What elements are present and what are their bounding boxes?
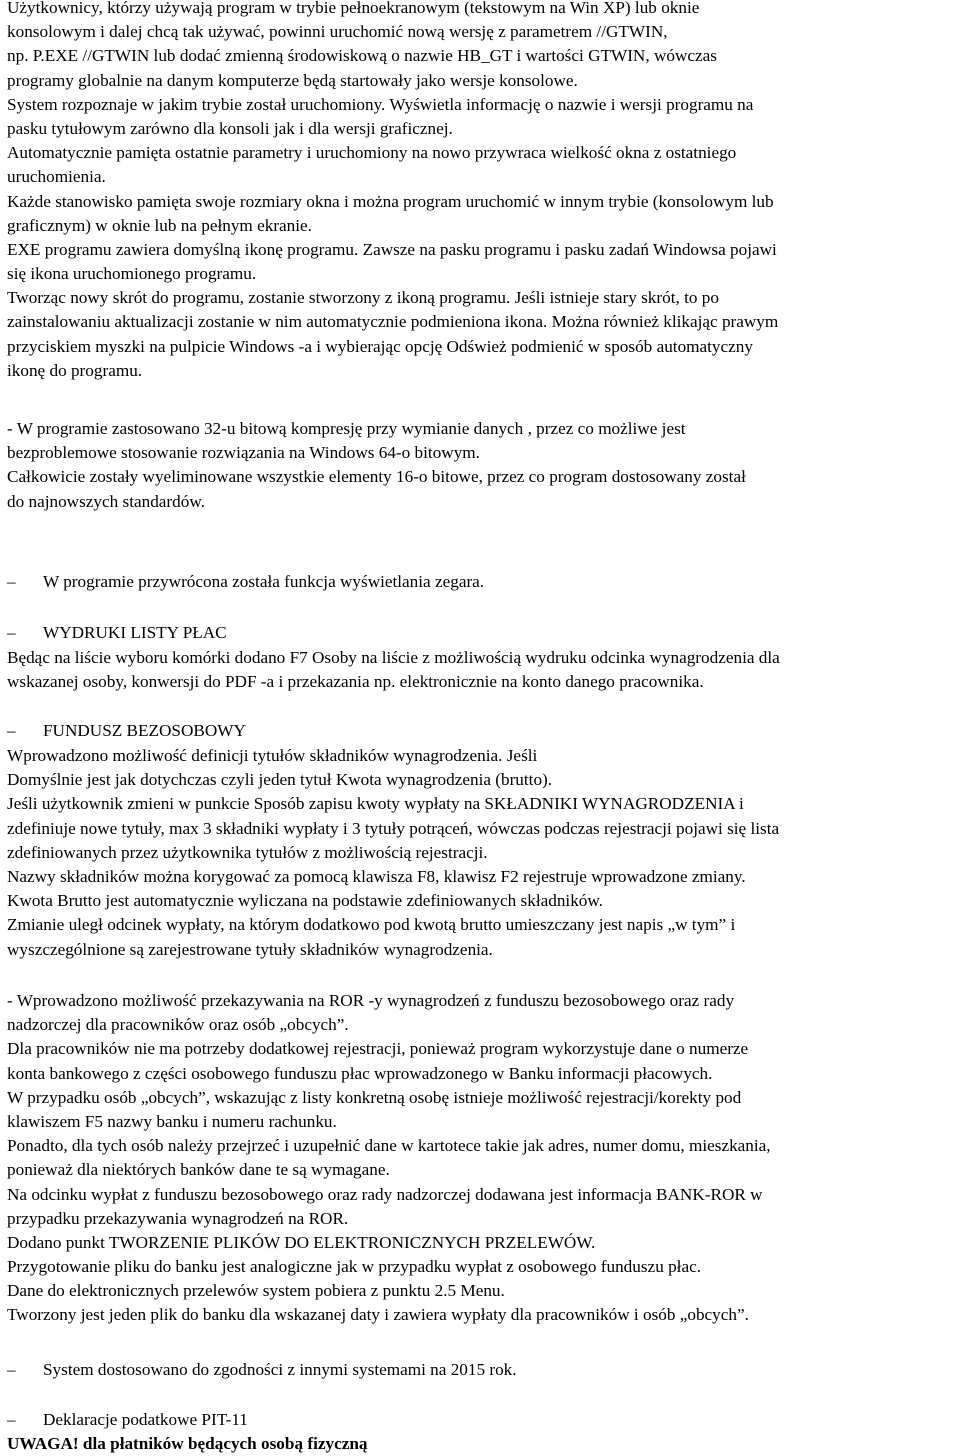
text-line: Całkowicie zostały wyeliminowane wszystkie elementy 16-o bitowe, przez co program dostosowany został — [7, 467, 746, 487]
clock-bullet — [7, 570, 957, 594]
text-line: zainstalowaniu aktualizacji zostanie w nim automatycznie podmieniona ikona. Można również klikając prawym — [7, 312, 779, 332]
text-line: ponieważ dla niektórych banków dane te są wymagane. — [7, 1160, 390, 1180]
fund-heading — [7, 719, 957, 743]
text-line: Wprowadzono możliwość definicji tytułów składników wynagrodzenia. Jeśli — [7, 746, 538, 765]
text-line: Jeśli użytkownik zmieni w punkcie Sposób zapisu kwoty wypłaty na SKŁADNIKI WYNAGRODZENIA i — [7, 794, 744, 814]
text-line: wyszczególnione są zarejestrowane tytuły składników wynagrodzenia. — [7, 939, 493, 959]
text-line: zdefiniuje nowe tytuły, max 3 składniki wypłaty i 3 tytuły potrąceń, wówczas podczas rejestracji pojawi się lista — [7, 818, 780, 838]
text-line: przypadku przekazywania wynagrodzeń na ROR. — [7, 1208, 349, 1228]
text-line: Na odcinku wypłat z funduszu bezosobowego oraz rady nadzorczej dodawana jest informacja BANK-ROR w — [7, 1184, 763, 1204]
payroll-paragraph — [7, 646, 957, 694]
section-heading: WYDRUKI LISTY PŁAC — [43, 623, 227, 642]
text-line: Zmianie uległ odcinek wypłaty, na którym dodatkowo pod kwotą brutto umieszczany jest napis „w tym” i — [7, 915, 736, 935]
text-line: Dodano punkt TWORZENIE PLIKÓW DO ELEKTRONICZNYCH PRZELEWÓW. — [7, 1232, 596, 1252]
fund-paragraph — [7, 744, 957, 962]
dash-bullet-icon: – — [7, 623, 16, 642]
text-line: konsolowym i dalej chcą tak używać, powinni uruchomić nową wersję z parametrem //GTWIN, — [7, 22, 668, 42]
pit-bullet — [7, 1408, 957, 1432]
bullet-text: W programie przywrócona została funkcja wyświetlania zegara. — [43, 572, 485, 591]
text-line: bezproblemowe stosowanie rozwiązania na Windows 64-o bitowym. — [7, 443, 480, 463]
text-line: do najnowszych standardów. — [7, 491, 205, 511]
text-line: W przypadku osób „obcych”, wskazując z listy konkretną osobę istnieje możliwość rejestracji/korekty pod — [7, 1087, 742, 1107]
text-line: pasku tytułowym zarówno dla konsoli jak i dla wersji graficznej. — [7, 118, 453, 138]
text-line: Nazwy składników można korygować za pomocą klawisza F8, klawisz F2 rejestruje wprowadzone zmiany. — [7, 866, 746, 886]
section-heading: FUNDUSZ BEZOSOBOWY — [43, 721, 246, 740]
text-line: graficznym) w oknie lub na pełnym ekranie. — [7, 215, 312, 235]
payroll-heading — [7, 621, 957, 645]
dash-bullet-icon: – — [7, 1360, 16, 1379]
dash-bullet-icon: – — [7, 1410, 16, 1429]
text-line: wskazanej osoby, konwersji do PDF -a i przekazania np. elektronicznie na konto danego pracownika. — [7, 672, 704, 692]
bullet-text: System dostosowano do zgodności z innymi systemami na 2015 rok. — [43, 1360, 517, 1379]
text-line: konta bankowego z części osobowego funduszu płac wprowadzonego w Banku informacji płacowych. — [7, 1063, 713, 1083]
text-line: - Wprowadzono możliwość przekazywania na ROR -y wynagrodzeń z funduszu bezosobowego oraz rady — [7, 991, 735, 1010]
text-line: klawiszem F5 nazwy banku i numeru rachunku. — [7, 1111, 337, 1131]
text-line: ikonę do programu. — [7, 360, 143, 380]
text-line: uruchomienia. — [7, 167, 106, 187]
text-line: zdefiniowanych przez użytkownika tytułów z możliwością rejestracji. — [7, 842, 488, 862]
dash-bullet-icon: – — [7, 721, 16, 740]
text-line: Kwota Brutto jest automatycznie wyliczana na podstawie zdefiniowanych składników. — [7, 891, 603, 911]
text-line: programy globalnie na danym komputerze będą startowały jako wersje konsolowe. — [7, 70, 578, 90]
text-line: Przygotowanie pliku do banku jest analogiczne jak w przypadku wypłat z osobowego funduszu płac. — [7, 1257, 702, 1277]
text-line: Dla pracowników nie ma potrzeby dodatkowej rejestracji, ponieważ program wykorzystuje dane o numerze — [7, 1039, 749, 1059]
compression-paragraph — [7, 417, 957, 514]
bullet-text: Deklaracje podatkowe PIT-11 — [43, 1410, 248, 1429]
text-line: się ikona uruchomionego programu. — [7, 264, 257, 284]
warning-text: UWAGA! dla płatników będących osobą fizyczną — [7, 1434, 368, 1453]
systems-bullet — [7, 1358, 957, 1382]
text-line: System rozpoznaje w jakim trybie został uruchomiony. Wyświetla informację o nazwie i wersji programu na — [7, 94, 754, 114]
text-line: Każde stanowisko pamięta swoje rozmiary okna i można program uruchomić w innym trybie (konsolowym lub — [7, 191, 774, 211]
text-line: Tworzony jest jeden plik do banku dla wskazanej daty i zawiera wypłaty dla pracowników i osób „obcych”. — [7, 1305, 749, 1325]
text-line: Ponadto, dla tych osób należy przejrzeć i uzupełnić dane w kartotece takie jak adres, numer domu, mieszkania, — [7, 1136, 771, 1156]
warning-line — [7, 1432, 957, 1456]
text-line: przyciskiem myszki na pulpicie Windows -a i wybierając opcję Odśwież podmienić w sposób automatyczny — [7, 336, 753, 356]
dash-bullet-icon: – — [7, 572, 16, 591]
text-line: Będąc na liście wyboru komórki dodano F7 Osoby na liście z możliwością wydruku odcinka wynagrodzenia dla — [7, 648, 780, 667]
text-line: EXE programu zawiera domyślną ikonę programu. Zawsze na pasku programu i pasku zadań Windowsa pojawi — [7, 239, 777, 259]
text-line: Tworząc nowy skrót do programu, zostanie stworzony z ikoną programu. Jeśli istnieje stary skrót, to po — [7, 288, 719, 308]
text-line: - W programie zastosowano 32-u bitową kompresję przy wymianie danych , przez co możliwe jest — [7, 419, 686, 438]
text-line: np. P.EXE //GTWIN lub dodać zmienną środowiskową o nazwie HB_GT i wartości GTWIN, wówczas — [7, 46, 717, 66]
text-line: Domyślnie jest jak dotychczas czyli jeden tytuł Kwota wynagrodzenia (brutto). — [7, 770, 553, 790]
console-mode-paragraph — [7, 0, 957, 383]
text-line: Dane do elektronicznych przelewów system pobiera z punktu 2.5 Menu. — [7, 1281, 505, 1301]
text-line: nadzorczej dla pracowników oraz osób „obcych”. — [7, 1015, 349, 1035]
ror-paragraph — [7, 989, 957, 1328]
text-line: Użytkownicy, którzy używają program w trybie pełnoekranowym (tekstowym na Win XP) lub oknie — [7, 0, 700, 17]
text-line: Automatycznie pamięta ostatnie parametry i uruchomiony na nowo przywraca wielkość okna z ostatniego — [7, 143, 737, 163]
